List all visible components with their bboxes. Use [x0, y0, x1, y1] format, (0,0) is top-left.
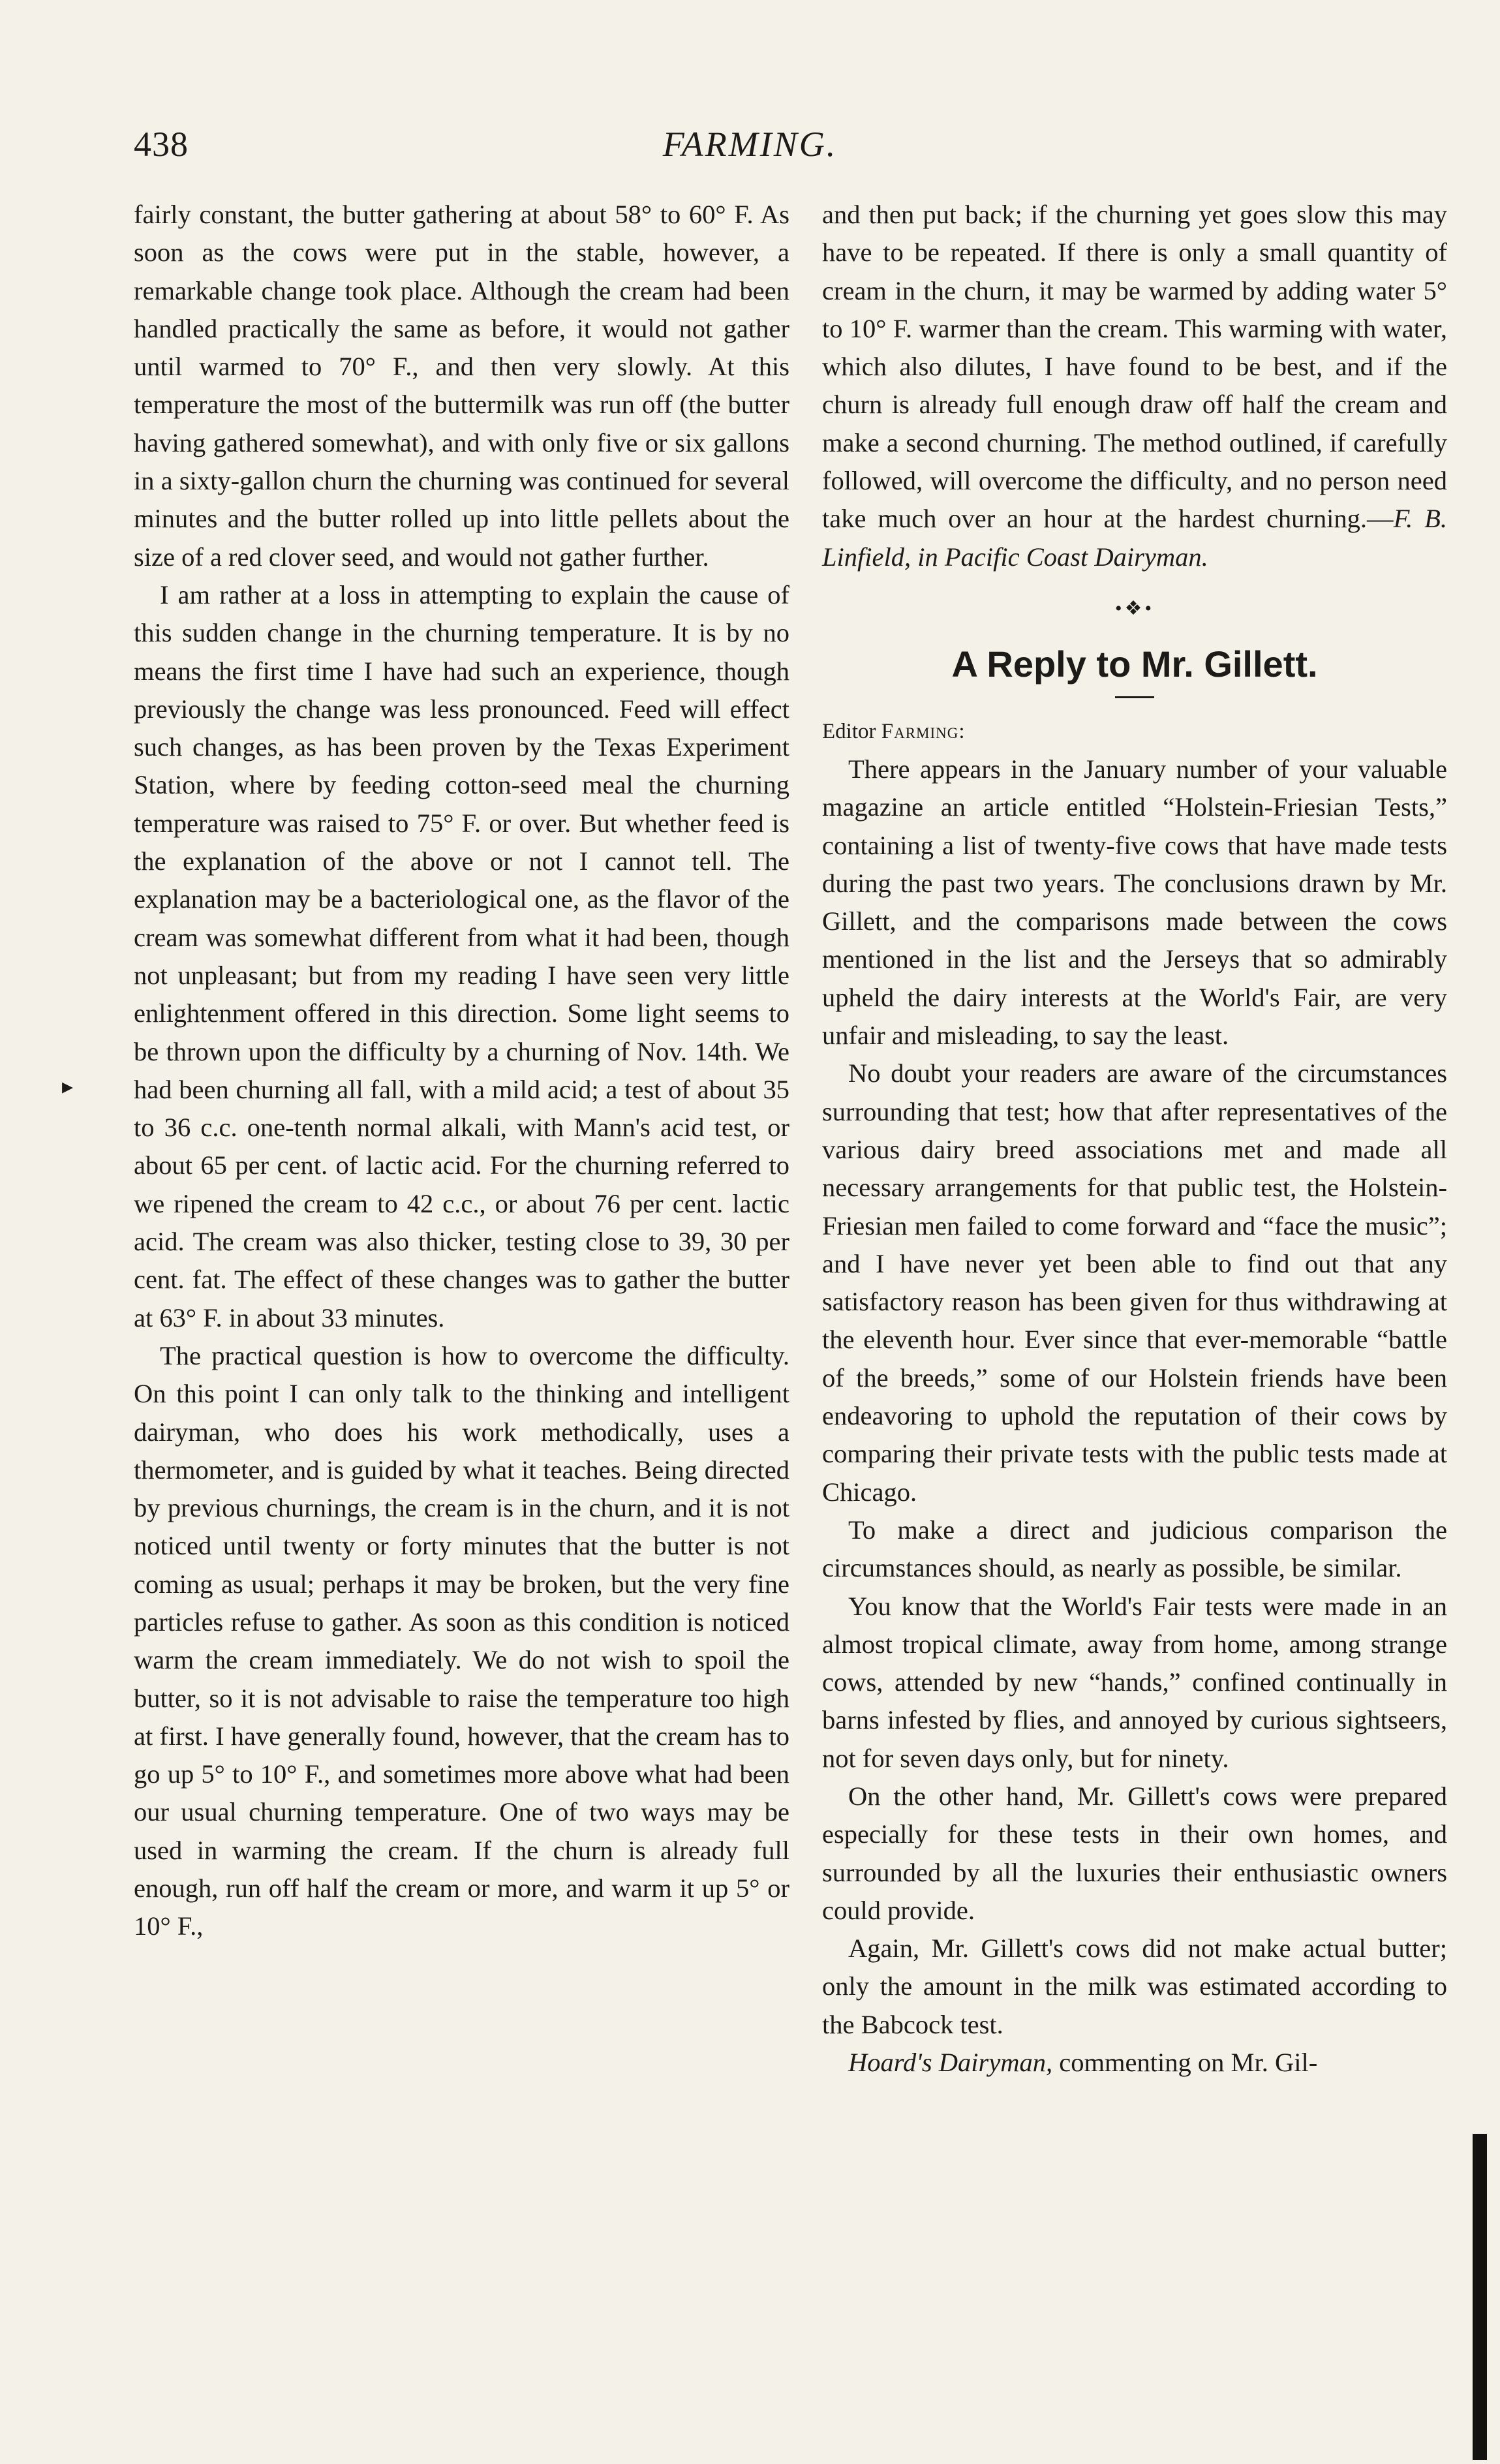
left-paragraph-2: I am rather at a loss in attempting to explain the cause of this sudden change in the churning temperature. It is by no means the first time I have had such an experience, though previously the change was less pronounced. Feed will effect such changes, as has been proven by the Texas Experiment Station, where by feeding cotton-seed meal the churning temperature was raised to 75° F. or over. But whether feed is the explanation of the above or not I cannot tell. The explanation may be a bacteriological one, as the flavor of the cream was somewhat different from what it had been, though not unpleasant; but from my reading I have seen very little enlightenment offered in this direction. Some light seems to be thrown upon the difficulty by a churning of Nov. 14th. We had been churning all fall, with a mild acid; a test of about 35 to 36 c.c. one-tenth normal alkali, with Mann's acid test, or about 65 per cent. of lactic acid. For the churning referred to we ripened the cream to 42 c.c., or about 76 per cent. lactic acid. The cream was also thicker, testing close to 39, 30 per cent. fat. The effect of these changes was to gather the butter at 63° F. in about 33 minutes. [134, 579, 789, 1332]
continuation-text: and then put back; if the churning yet goes slow this may have to be repeated. If there is only a small quantity of cream in the churn, it may be warmed by adding water 5° to 10° F. warmer than the cream. This warming with water, which also dilutes, I have found to be best, and if the churn is already full enough draw off half the cream and make a second churning. The method outlined, if carefully followed, will overcome the difficulty, and no person need take much over an hour at the hardest churning.— [822, 200, 1447, 534]
hoards-dairyman-title: Hoard's Dairyman, [848, 2048, 1053, 2078]
right-paragraph-5: On the other hand, Mr. Gillett's cows were prepared especially for these tests in their own homes, and surrounded by all the luxuries their enthusiastic owners could provide. [822, 1781, 1447, 1925]
left-paragraph-1: fairly constant, the butter gathering at about 58° to 60° F. As soon as the cows were put in the stable, however, a remarkable change took place. Although the cream had been handled practically the same as before, it would not gather until warmed to 70° F., and then very slowly. At this temperature the most of the buttermilk was run off (the butter having gathered somewhat), and with only five or six gallons in a sixty-gallon churn the churning was continued for several minutes and the butter rolled up into little pellets about the size of a red clover seed, and would not gather further. [134, 200, 789, 572]
last-line-text: commenting on Mr. Gil- [1052, 2048, 1318, 2078]
right-paragraph-4: You know that the World's Fair tests were made in an almost tropical climate, away from home, among strange cows, attended by new “hands,” confined continually in barns infested by flies, and annoyed by curious sightseers, not for seven days only, but for ninety. [822, 1591, 1447, 1773]
editor-salutation [822, 715, 1447, 748]
right-paragraph-2: No doubt your readers are aware of the circumstances surrounding that test; how that after representatives of the various dairy breed associations met and made all necessary arrangements for that public test, the Holstein-Friesian men failed to come forward and “face the music”; and I have never yet been able to find out that any satisfactory reason has been given for thus withdrawing at the eleventh hour. Ever since that ever-memorable “battle of the breeds,” some of our Holstein friends have been endeavoring to uphold the reputation of their cows by comparing their private tests with the public tests made at Chicago. [822, 1058, 1447, 1507]
right-column [822, 196, 1447, 2082]
right-paragraph-3: To make a direct and judicious comparison the circumstances should, as nearly as possible, be similar. [822, 1515, 1447, 1583]
section-ornament: •❖• [1115, 597, 1154, 619]
article-title: A Reply to Mr. Gillett. [951, 643, 1318, 685]
running-title: FARMING. [662, 125, 838, 164]
right-paragraph-6: Again, Mr. Gillett's cows did not make actual butter; only the amount in the milk was estimated according to the Babcock test. [822, 1933, 1447, 2039]
editor-prefix: Editor [822, 719, 876, 743]
editor-name: Farming: [881, 719, 966, 743]
title-rule [1115, 696, 1154, 698]
article-attribution: F. B. Linfield, in Pacific Coast Dairyman. [822, 504, 1448, 572]
left-paragraph-3: The practical question is how to overcome the difficulty. On this point I can only talk to the thinking and intelligent dairyman, who does his work methodically, uses a thermometer, and is guided by what it teaches. Being directed by previous churnings, the cream is in the churn, and it is not noticed until twenty or forty minutes that the butter is not coming as usual; perhaps it may be broken, but the very fine particles refuse to gather. As soon as this condition is noticed warm the cream immediately. We do not wish to spoil the butter, so it is not advisable to raise the temperature too high at first. I have generally found, however, that the cream has to go up 5° to 10° F., and sometimes more above what had been our usual churning temperature. One of two ways may be used in warming the cream. If the churn is already full enough, run off half the cream or more, and warm it up 5° or 10° F., [134, 1340, 789, 1941]
right-paragraph-1: There appears in the January number of your valuable magazine an article entitled “Holstein-Friesian Tests,” containing a list of twenty-five cows that have made tests during the past two years. The conclusions drawn by Mr. Gillett, and the comparisons made between the cows mentioned in the list and the Jerseys that so admirably upheld the dairy interests at the World's Fair, are very unfair and misleading, to say the least. [822, 754, 1447, 1051]
page-number: 438 [134, 125, 189, 164]
page-edge-shadow [1473, 2134, 1487, 2460]
left-column [134, 196, 789, 1946]
right-continuation [822, 196, 1447, 576]
right-paragraph-7 [822, 2044, 1447, 2082]
margin-mark-icon: ▸ [62, 1075, 74, 1099]
